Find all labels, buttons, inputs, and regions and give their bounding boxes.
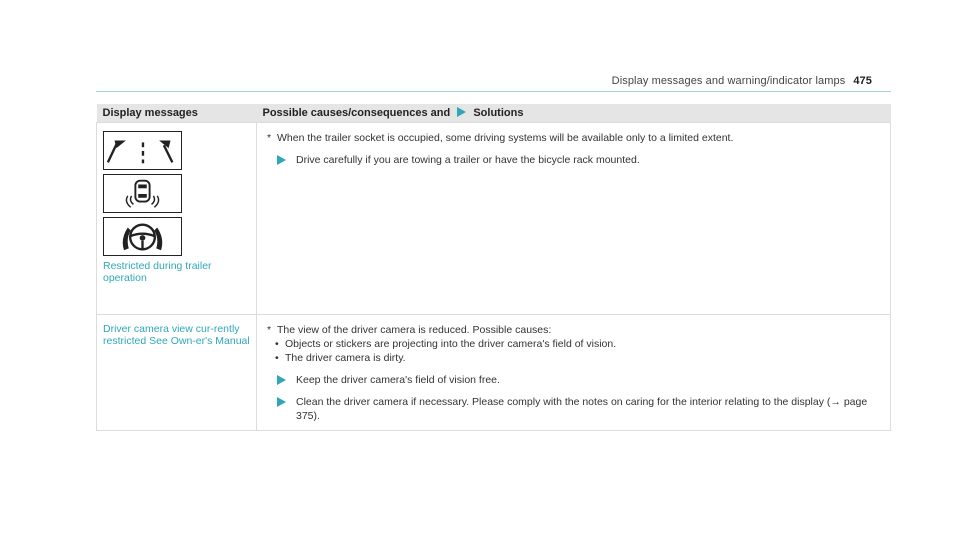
note-text: When the trailer socket is occupied, some driving systems will be available only to a limited extent. <box>277 132 734 144</box>
note-text: The view of the driver camera is reduced. Possible causes: <box>277 324 552 336</box>
arrow-right-icon <box>277 397 286 407</box>
arrow-right-icon <box>277 155 286 165</box>
arrow-right-icon <box>457 107 466 117</box>
cause-item: • The driver camera is dirty. <box>285 351 880 365</box>
header-divider <box>96 91 891 92</box>
table-row <box>97 123 891 315</box>
display-message-cell <box>97 315 257 431</box>
solution-text: Clean the driver camera if necessary. Please comply with the notes on caring for the interior relating to the display (→ page 375). <box>296 396 868 422</box>
note: * The view of the driver camera is reduced. Possible causes: <box>267 324 552 336</box>
col-header-display-messages: Display messages <box>97 104 257 123</box>
cause-item: • Objects or stickers are projecting into the driver camera's field of vision. <box>285 337 880 351</box>
running-header <box>612 75 872 87</box>
causes-list <box>267 337 880 365</box>
message-restricted-trailer: Restricted during trailer operation <box>103 260 212 284</box>
table-header-row <box>97 104 891 123</box>
steering-wheel-hands-icon <box>103 217 182 256</box>
display-message-cell <box>97 123 257 315</box>
solution-item <box>267 395 880 423</box>
solution-text: Keep the driver camera's field of vision free. <box>296 374 500 386</box>
page-number: 475 <box>853 75 872 87</box>
display-messages-table <box>96 104 891 431</box>
table-row <box>97 315 891 431</box>
col-header-causes-solutions <box>257 104 891 123</box>
causes-solutions-cell <box>257 315 891 431</box>
solution-text: Drive carefully if you are towing a trailer or have the bicycle rack mounted. <box>296 154 640 166</box>
arrow-right-icon <box>277 375 286 385</box>
col-header-causes: Possible causes/consequences and <box>262 107 451 119</box>
solution-item <box>267 153 880 167</box>
message-driver-camera: Driver camera view cur-rently restricted See Own-er's Manual <box>103 323 250 347</box>
parking-sensors-icon <box>103 174 182 213</box>
causes-solutions-cell <box>257 123 891 315</box>
lane-assist-icon <box>103 131 182 170</box>
section-title: Display messages and warning/indicator lamps <box>611 75 846 87</box>
solution-item <box>267 373 880 387</box>
col-header-solutions: Solutions <box>473 107 524 119</box>
note: * When the trailer socket is occupied, some driving systems will be available only to a limited extent. <box>267 132 734 144</box>
